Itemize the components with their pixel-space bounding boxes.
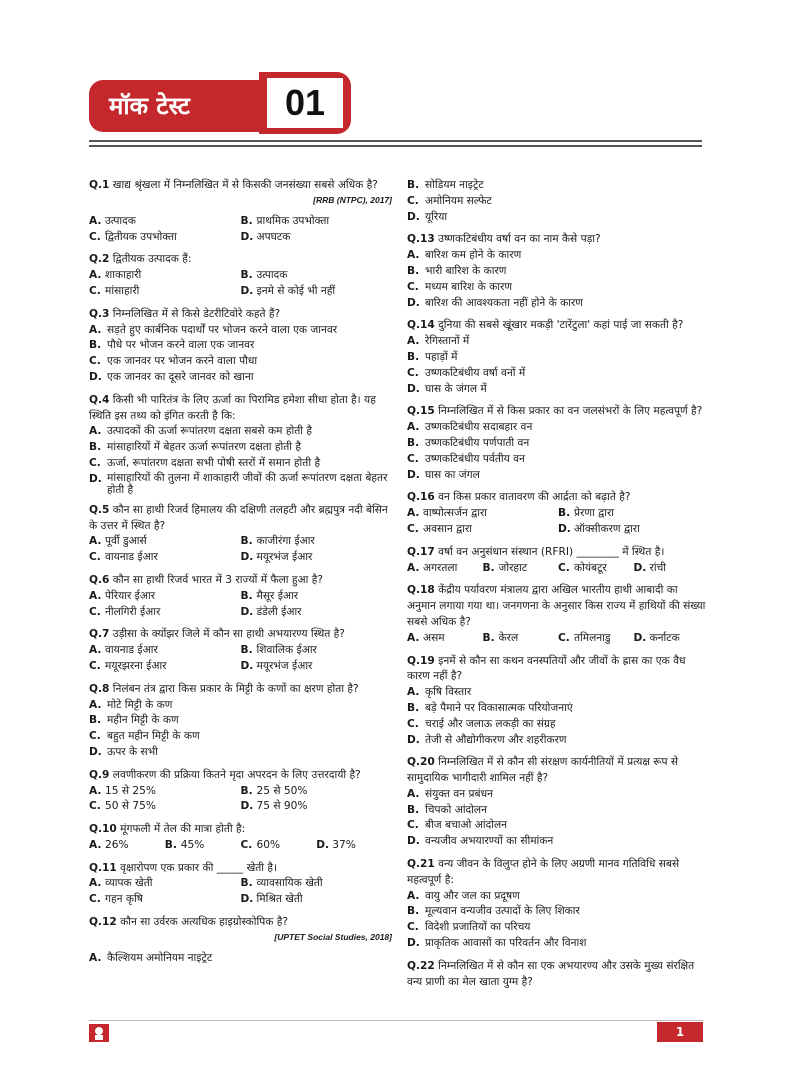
page-number: 1 <box>657 1022 703 1042</box>
question-text: खाद्य श्रृंखला में निम्नलिखित में से किसकी जनसंख्या सबसे अधिक है? <box>112 179 378 191</box>
question-20: Q.20 निम्नलिखित में से कौन सी संरक्षण कार्यनीतियों में प्रत्यक्ष रूप से सामुदायिक भागीदारी शामिल नहीं है? A. संयुक्त वन प्रबंधन B. चिपको आंदोलन C. बीज बचाओ आंदोलन D. वन्यजीव अभयारण्यों का सीमांकन <box>407 755 709 850</box>
header-rules <box>89 140 702 150</box>
option-b[interactable]: प्राथमिक उपभोक्ता <box>256 214 330 227</box>
question-text: लवणीकरण की प्रक्रिया कितने मृदा अपरदन के लिए उत्तरदायी है? <box>112 768 361 781</box>
question-number: Q.6 <box>89 573 110 586</box>
option-c[interactable]: कोयंबटूर <box>574 561 607 574</box>
question-text: निम्नलिखित में से किसे डेटरीटिवोरे कहते हैं? <box>112 307 281 320</box>
option-a[interactable]: वायु और जल का प्रदूषण <box>425 889 520 902</box>
option-c[interactable]: मांसाहारी <box>105 284 140 297</box>
question-4: Q.4 किसी भी पारितंत्र के लिए ऊर्जा का पिरामिड हमेशा सीधा होता है। यह स्थिति इस तथ्य को इंगित करती है कि: A. उत्पादकों की ऊर्जा रूपांतरण दक्षता सबसे कम होती है B. मांसाहारियों में बेहतर ऊर्जा रूपांतरण दक्षता होती है C. ऊर्जा, रूपांतरण दक्षता सभी पोषी स्तरों में समान होती है D. मांसाहारियों की तुलना में शाकाहारी जीवों की ऊर्जा रूपांतरण दक्षता बेहतर होती है <box>89 393 392 496</box>
question-10: Q.10 मूंगफली में तेल की मात्रा होती है: A. 26% B. 45% C. 60% D. 37% <box>89 822 392 854</box>
question-number: Q.7 <box>89 628 110 641</box>
question-17: Q.17 वर्षा वन अनुसंधान संस्थान (RFRI) ________ में स्थित है। A. अगरतला B. जोरहाट C. कोयंबटूर D. रांची <box>407 545 709 577</box>
option-d[interactable]: रांची <box>649 561 667 574</box>
option-b[interactable]: 25 से 50% <box>256 784 308 797</box>
question-text: कौन सा हाथी रिजर्व भारत में 3 राज्यों में फैला हुआ है? <box>112 573 323 586</box>
option-a[interactable]: असम <box>423 631 445 644</box>
option-a[interactable]: बारिश कम होने के कारण <box>425 249 522 262</box>
question-text: इनमें से कौन सा कथन वनस्पतियों और जीवों के ह्रास का एक वैध कारण नहीं है? <box>407 654 686 683</box>
option-a[interactable]: कृषि विस्तार <box>425 686 472 699</box>
option-c[interactable]: विदेशी प्रजातियों का परिचय <box>425 921 531 934</box>
option-b[interactable]: महीन मिट्टी के कण <box>107 714 179 727</box>
question-text: द्वितीयक उत्पादक हैं: <box>112 253 192 266</box>
question-number: Q.19 <box>407 654 435 667</box>
question-21: Q.21 वन्य जीवन के विलुप्त होने के लिए अग्रणी मानव गतिविधि सबसे महत्वपूर्ण है: A. वायु और जल का प्रदूषण B. मूल्यवान वन्यजीव उत्पादों के लिए शिकार C. विदेशी प्रजातियों का परिचय D. प्राकृतिक आवासों का परिवर्तन और विनाश <box>407 857 709 952</box>
option-a[interactable]: शाकाहारी <box>105 269 142 282</box>
option-c[interactable]: अमोनियम सल्फेट <box>425 194 492 207</box>
question-12-continued: B. सोडियम नाइट्रेट C. अमोनियम सल्फेट D. यूरिया <box>407 178 709 225</box>
option-c[interactable]: मध्यम बारिश के कारण <box>425 280 512 293</box>
option-d[interactable]: मयूरभंज ईआर <box>256 659 313 672</box>
question-number: Q.13 <box>407 233 435 246</box>
question-source: [UPTET Social Studies, 2018] <box>274 931 392 942</box>
question-text: वन्य जीवन के विलुप्त होने के लिए अग्रणी मानव गतिविधि सबसे महत्वपूर्ण है: <box>407 858 680 886</box>
question-number: Q.15 <box>407 405 435 418</box>
question-number: Q.21 <box>407 858 435 871</box>
option-d[interactable]: ऑक्सीकरण द्वारा <box>574 522 640 535</box>
question-text: वर्षा वन अनुसंधान संस्थान (RFRI) ________ में स्थित है। <box>438 545 665 558</box>
option-b[interactable]: जोरहाट <box>498 561 528 574</box>
option-d[interactable]: ऊपर के सभी <box>107 745 158 758</box>
option-a[interactable]: कैल्शियम अमोनियम नाइट्रेट <box>107 951 213 964</box>
option-d[interactable]: घास का जंगल <box>425 468 480 481</box>
option-b[interactable]: केरल <box>498 631 519 644</box>
question-number: Q.16 <box>407 491 435 504</box>
mock-test-header <box>89 72 349 134</box>
option-a[interactable]: रेगिस्तानों में <box>425 335 470 348</box>
option-c[interactable]: नीलगिरी ईआर <box>105 605 161 618</box>
question-3: Q.3 निम्नलिखित में से किसे डेटरीटिवोरे कहते हैं? A. सड़ते हुए कार्बनिक पदार्थों पर भोजन करने वाला एक जानवर B. पौधे पर भोजन करने वाला एक जानवर C. एक जानवर पर भोजन करने वाला पौधा D. एक जानवर का दूसरे जानवर को खाना <box>89 307 392 386</box>
option-a[interactable]: अगरतला <box>423 561 458 574</box>
option-a[interactable]: उष्णकटिबंधीय सदाबहार वन <box>425 421 533 434</box>
option-b[interactable]: मांसाहारियों में बेहतर ऊर्जा रूपांतरण दक्षता होती है <box>107 441 301 454</box>
option-d[interactable]: बारिश की आवश्यकता नहीं होने के कारण <box>425 296 583 309</box>
option-d[interactable]: डंडेली ईआर <box>256 605 302 618</box>
question-text: वन किस प्रकार वातावरण की आर्द्रता को बढ़ाते है? <box>438 491 631 504</box>
question-number: Q.3 <box>89 307 110 320</box>
option-b[interactable]: काजीरंगा ईआर <box>256 535 315 548</box>
question-number: Q.14 <box>407 319 435 332</box>
left-column <box>89 178 392 974</box>
option-b[interactable]: चिपको आंदोलन <box>425 803 487 816</box>
option-a[interactable]: मोटे मिट्टी के कण <box>107 698 173 711</box>
option-d[interactable]: 75 से 90% <box>256 800 308 813</box>
option-b[interactable]: बड़े पैमाने पर विकासात्मक परियोजनाएं <box>425 701 573 714</box>
question-7: Q.7 उड़ीसा के क्योंझर जिले में कौन सा हाथी अभयारण्य स्थित है? A. वायनाड ईआर B. शिवालिक ईआर C. मयूरझरना ईआर D. मयूरभंज ईआर <box>89 627 392 674</box>
question-19: Q.19 इनमें से कौन सा कथन वनस्पतियों और जीवों के ह्रास का एक वैध कारण नहीं है? A. कृषि विस्तार B. बड़े पैमाने पर विकासात्मक परियोजनाएं C. चराई और जलाऊ लकड़ी का संग्रह D. तेजी से औद्योगीकरण और शहरीकरण <box>407 654 709 749</box>
question-14: Q.14 दुनिया की सबसे खूंखार मकड़ी 'टारेंटुला' कहां पाई जा सकती है? A. रेगिस्तानों में B. पहाड़ों में C. उष्णकटिबंधीय वर्षा वनों में D. घास के जंगल में <box>407 318 709 397</box>
option-d[interactable]: प्राकृतिक आवासों का परिवर्तन और विनाश <box>425 937 587 950</box>
option-c[interactable]: उष्णकटिबंधीय वर्षा वनों में <box>425 366 526 379</box>
footer-divider <box>89 1020 703 1021</box>
question-text: वृक्षारोपण एक प्रकार की _____ खेती है। <box>120 861 278 874</box>
question-16: Q.16 वन किस प्रकार वातावरण की आर्द्रता को बढ़ाते है? A. वाष्पोत्सर्जन द्वारा B. प्रेरणा द्वारा C. अवसान द्वारा D. ऑक्सीकरण द्वारा <box>407 490 709 537</box>
option-c[interactable]: बीज बचाओ आंदोलन <box>425 819 508 832</box>
option-c[interactable]: अवसान द्वारा <box>423 522 473 535</box>
question-number: Q.4 <box>89 393 110 406</box>
question-6: Q.6 कौन सा हाथी रिजर्व भारत में 3 राज्यों में फैला हुआ है? A. पेरियार ईआर B. मैसूर ईआर C. नीलगिरी ईआर D. डंडेली ईआर <box>89 573 392 620</box>
header-title: मॉक टेस्ट <box>89 80 259 132</box>
option-c[interactable]: वायनाड ईआर <box>105 551 158 564</box>
question-9: Q.9 लवणीकरण की प्रक्रिया कितने मृदा अपरदन के लिए उत्तरदायी है? A. 15 से 25% B. 25 से 50% C. 50 से 75% D. 75 से 90% <box>89 768 392 815</box>
question-text: केंद्रीय पर्यावरण मंत्रालय द्वारा अखिल भारतीय हाथी आबादी का अनुमान लगाया गया था। जनगणना के अनुसार किस राज्य में हाथियों की संख्या सबसे अधिक है? <box>407 584 706 628</box>
option-d[interactable]: वन्यजीव अभयारण्यों का सीमांकन <box>425 835 554 848</box>
option-d[interactable]: तेजी से औद्योगीकरण और शहरीकरण <box>425 733 567 746</box>
option-c[interactable]: 50 से 75% <box>105 800 156 813</box>
option-a[interactable]: पूर्वी डुआर्स <box>105 535 147 548</box>
option-d[interactable]: मयूरभंज ईआर <box>256 551 313 564</box>
option-b[interactable]: भारी बारिश के कारण <box>425 264 507 277</box>
option-d[interactable]: अपघटक <box>256 230 291 243</box>
option-c[interactable]: बहुत महीन मिट्टी के कण <box>107 730 200 743</box>
question-13: Q.13 उष्णकटिबंधीय वर्षा वन का नाम कैसे पड़ा? A. बारिश कम होने के कारण B. भारी बारिश के कारण C. मध्यम बारिश के कारण D. बारिश की आवश्यकता नहीं होने के कारण <box>407 232 709 311</box>
option-a[interactable]: संयुक्त वन प्रबंधन <box>425 787 493 800</box>
question-text: किसी भी पारितंत्र के लिए ऊर्जा का पिरामिड हमेशा सीधा होता है। यह स्थिति इस तथ्य को इंगित करती है कि: <box>89 393 376 422</box>
option-b[interactable]: प्रेरणा द्वारा <box>574 507 615 520</box>
question-text: उड़ीसा के क्योंझर जिले में कौन सा हाथी अभयारण्य स्थित है? <box>112 628 345 641</box>
option-d[interactable]: कर्नाटक <box>649 631 680 644</box>
question-number: Q.10 <box>89 823 117 836</box>
option-b[interactable]: व्यावसायिक खेती <box>256 877 323 890</box>
option-c[interactable]: एक जानवर पर भोजन करने वाला पौधा <box>107 355 258 368</box>
option-a[interactable]: सड़ते हुए कार्बनिक पदार्थों पर भोजन करने वाला एक जानवर <box>107 323 338 336</box>
option-d[interactable]: 37% <box>332 838 356 851</box>
publisher-logo-icon <box>89 1024 109 1042</box>
option-d[interactable]: मिश्रित खेती <box>256 893 303 906</box>
question-number: Q.17 <box>407 545 435 558</box>
question-18: Q.18 केंद्रीय पर्यावरण मंत्रालय द्वारा अखिल भारतीय हाथी आबादी का अनुमान लगाया गया था। जनगणना के अनुसार किस राज्य में हाथियों की संख्या सबसे अधिक है? A. असम B. केरल C. तमिलनाडु D. कर्नाटक <box>407 583 709 646</box>
question-text: कौन सा हाथी रिजर्व हिमालय की दक्षिणी तलहटी और ब्रह्मपुत्र नदी बेसिन के उत्तर में स्थित है? <box>89 503 388 532</box>
option-a[interactable]: पेरियार ईआर <box>105 589 156 602</box>
question-1: Q.1 खाद्य श्रृंखला में निम्नलिखित में से किसकी जनसंख्या सबसे अधिक है? [RRB (NTPC), 2017] A. उत्पादक B. प्राथमिक उपभोक्ता C. द्वितीयक उपभोक्ता D. अपघटक <box>89 178 392 245</box>
question-text: कौन सा उर्वरक अत्यधिक हाइग्रोस्कोपिक है? <box>120 916 288 929</box>
question-5: Q.5 कौन सा हाथी रिजर्व हिमालय की दक्षिणी तलहटी और ब्रह्मपुत्र नदी बेसिन के उत्तर में स्थित है? A. पूर्वी डुआर्स B. काजीरंगा ईआर C. वायनाड ईआर D. मयूरभंज ईआर <box>89 503 392 566</box>
question-number: Q.2 <box>89 253 110 266</box>
option-a[interactable]: वाष्पोत्सर्जन द्वारा <box>423 507 488 520</box>
option-b[interactable]: पौधे पर भोजन करने वाला एक जानवर <box>107 339 255 352</box>
question-number: Q.5 <box>89 503 110 516</box>
question-2: Q.2 द्वितीयक उत्पादक हैं: A. शाकाहारी B. उत्पादक C. मांसाहारी D. इनमे से कोई भी नहीं <box>89 252 392 299</box>
option-c[interactable]: गहन कृषि <box>105 893 143 906</box>
option-d[interactable]: मांसाहारियों की तुलना में शाकाहारी जीवों की ऊर्जा रूपांतरण दक्षता बेहतर होती है <box>107 471 388 496</box>
question-12: Q.12 कौन सा उर्वरक अत्यधिक हाइग्रोस्कोपिक है? [UPTET Social Studies, 2018] A. कैल्शियम अमोनियम नाइट्रेट <box>89 915 392 967</box>
question-22 <box>407 959 709 991</box>
option-a[interactable]: 26% <box>105 838 129 851</box>
option-b[interactable]: सोडियम नाइट्रेट <box>425 179 484 191</box>
option-d[interactable]: एक जानवर का दूसरे जानवर को खाना <box>107 370 254 383</box>
question-11: Q.11 वृक्षारोपण एक प्रकार की _____ खेती है। A. व्यापक खेती B. व्यावसायिक खेती C. गहन कृषि D. मिश्रित खेती <box>89 861 392 908</box>
question-number: Q.12 <box>89 916 117 929</box>
option-d[interactable]: यूरिया <box>425 210 448 223</box>
option-d[interactable]: इनमे से कोई भी नहीं <box>256 284 336 297</box>
option-b[interactable]: उत्पादक <box>256 269 288 282</box>
option-a[interactable]: उत्पादकों की ऊर्जा रूपांतरण दक्षता सबसे कम होती है <box>107 425 312 438</box>
option-c[interactable]: तमिलनाडु <box>574 631 611 644</box>
option-a[interactable]: वायनाड ईआर <box>105 644 158 657</box>
option-c[interactable]: चराई और जलाऊ लकड़ी का संग्रह <box>425 717 556 730</box>
question-text: मूंगफली में तेल की मात्रा होती है: <box>120 823 246 836</box>
question-text: निम्नलिखित में से कौन सी संरक्षण कार्यनीतियों में प्रत्यक्ष रूप से सामुदायिक भागीदारी शामिल नहीं है? <box>407 756 679 785</box>
option-b[interactable]: 45% <box>180 838 205 851</box>
question-source: [RRB (NTPC), 2017] <box>313 194 392 205</box>
option-b[interactable]: पहाड़ों में <box>425 350 458 363</box>
option-a[interactable]: व्यापक खेती <box>105 877 153 890</box>
option-c[interactable]: मयूरझरना ईआर <box>105 659 167 672</box>
question-text: निलंबन तंत्र द्वारा किस प्रकार के मिट्टी के कणों का क्षरण होता है? <box>112 682 359 695</box>
option-c[interactable]: उष्णकटिबंधीय पर्वतीय वन <box>425 452 525 465</box>
option-b[interactable]: उष्णकटिबंधीय पर्णपाती वन <box>425 436 530 449</box>
option-d[interactable]: घास के जंगल में <box>425 382 487 395</box>
question-text: निम्नलिखित में से कौन सा एक अभयारण्य और उसके मुख्य संरक्षित वन्य प्राणी का मेल खाता युग्म है? <box>407 959 695 988</box>
question-number: Q.8 <box>89 682 110 695</box>
option-b[interactable]: शिवालिक ईआर <box>256 644 317 657</box>
option-b[interactable]: मूल्यवान वन्यजीव उत्पादों के लिए शिकार <box>425 905 580 918</box>
header-number-box <box>259 72 351 134</box>
option-c[interactable]: 60% <box>256 838 281 851</box>
question-text: निम्नलिखित में से किस प्रकार का वन जलसंभरों के लिए महत्वपूर्ण है? <box>438 405 703 418</box>
question-number: Q.22 <box>407 959 435 972</box>
header-number: 01 <box>267 78 343 128</box>
question-number: Q.9 <box>89 768 110 781</box>
question-number: Q.18 <box>407 584 435 597</box>
option-c[interactable]: ऊर्जा, रूपांतरण दक्षता सभी पोषी स्तरों में समान होती है <box>107 456 321 469</box>
question-8: Q.8 निलंबन तंत्र द्वारा किस प्रकार के मिट्टी के कणों का क्षरण होता है? A. मोटे मिट्टी के कण B. महीन मिट्टी के कण C. बहुत महीन मिट्टी के कण D. ऊपर के सभी <box>89 682 392 761</box>
option-b[interactable]: मैसूर ईआर <box>256 589 299 602</box>
option-c[interactable]: द्वितीयक उपभोक्ता <box>105 230 177 243</box>
right-column <box>407 178 709 997</box>
question-15: Q.15 निम्नलिखित में से किस प्रकार का वन जलसंभरों के लिए महत्वपूर्ण है? A. उष्णकटिबंधीय सदाबहार वन B. उष्णकटिबंधीय पर्णपाती वन C. उष्णकटिबंधीय पर्वतीय वन D. घास का जंगल <box>407 404 709 483</box>
question-text: उष्णकटिबंधीय वर्षा वन का नाम कैसे पड़ा? <box>438 233 601 246</box>
question-text: दुनिया की सबसे खूंखार मकड़ी 'टारेंटुला' कहां पाई जा सकती है? <box>438 319 684 332</box>
question-number: Q.1 <box>89 179 110 191</box>
question-number: Q.11 <box>89 861 117 874</box>
question-number: Q.20 <box>407 756 435 769</box>
option-a[interactable]: उत्पादक <box>105 214 136 227</box>
option-a[interactable]: 15 से 25% <box>105 784 156 797</box>
